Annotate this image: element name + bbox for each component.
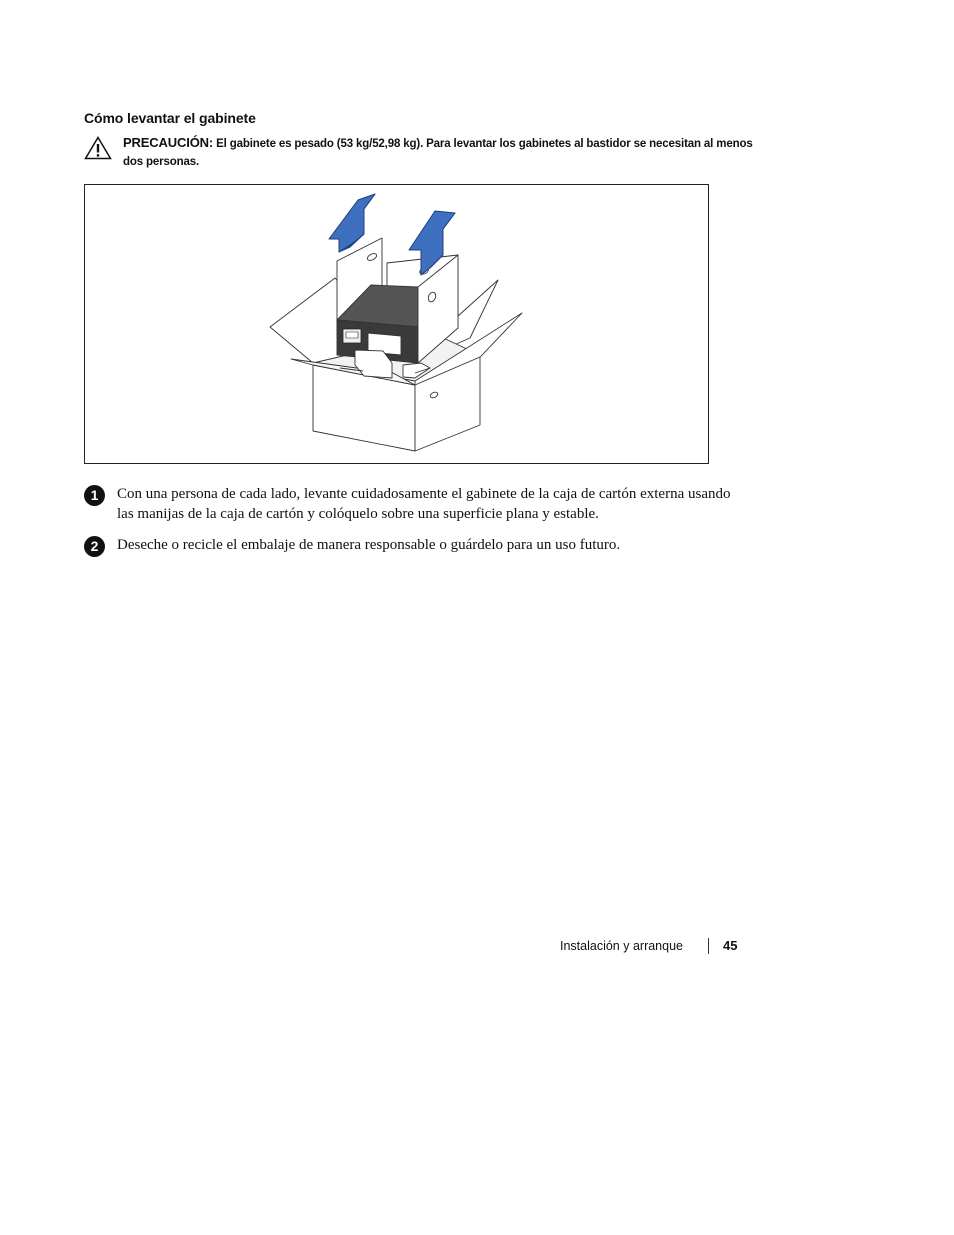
step-number-badge: 2 [84,536,105,557]
section-title: Cómo levantar el gabinete [84,110,256,126]
lifting-illustration [84,184,709,464]
step-text: Deseche o recicle el embalaje de manera responsable o guárdelo para un uso futuro. [117,537,621,553]
page-footer [0,938,954,958]
caution-label: PRECAUCIÓN: [123,135,214,150]
footer-divider [708,938,709,954]
lift-arrow-left [329,194,375,252]
caution-text: El gabinete es pesado (53 kg/52,98 kg). Para levantar los gabinetes al bastidor se necesitan al menos dos personas. [123,138,753,168]
step-number-badge: 1 [84,485,105,506]
page-number: 45 [723,938,738,953]
step-text: Con una persona de cada lado, levante cuidadosamente el gabinete de la caja de cartón externa usando las manijas de la caja de cartón y colóquelo sobre una superficie plana y estable. [117,486,731,522]
footer-section-title: Instalación y arranque [560,939,683,953]
warning-triangle-icon [84,136,112,160]
